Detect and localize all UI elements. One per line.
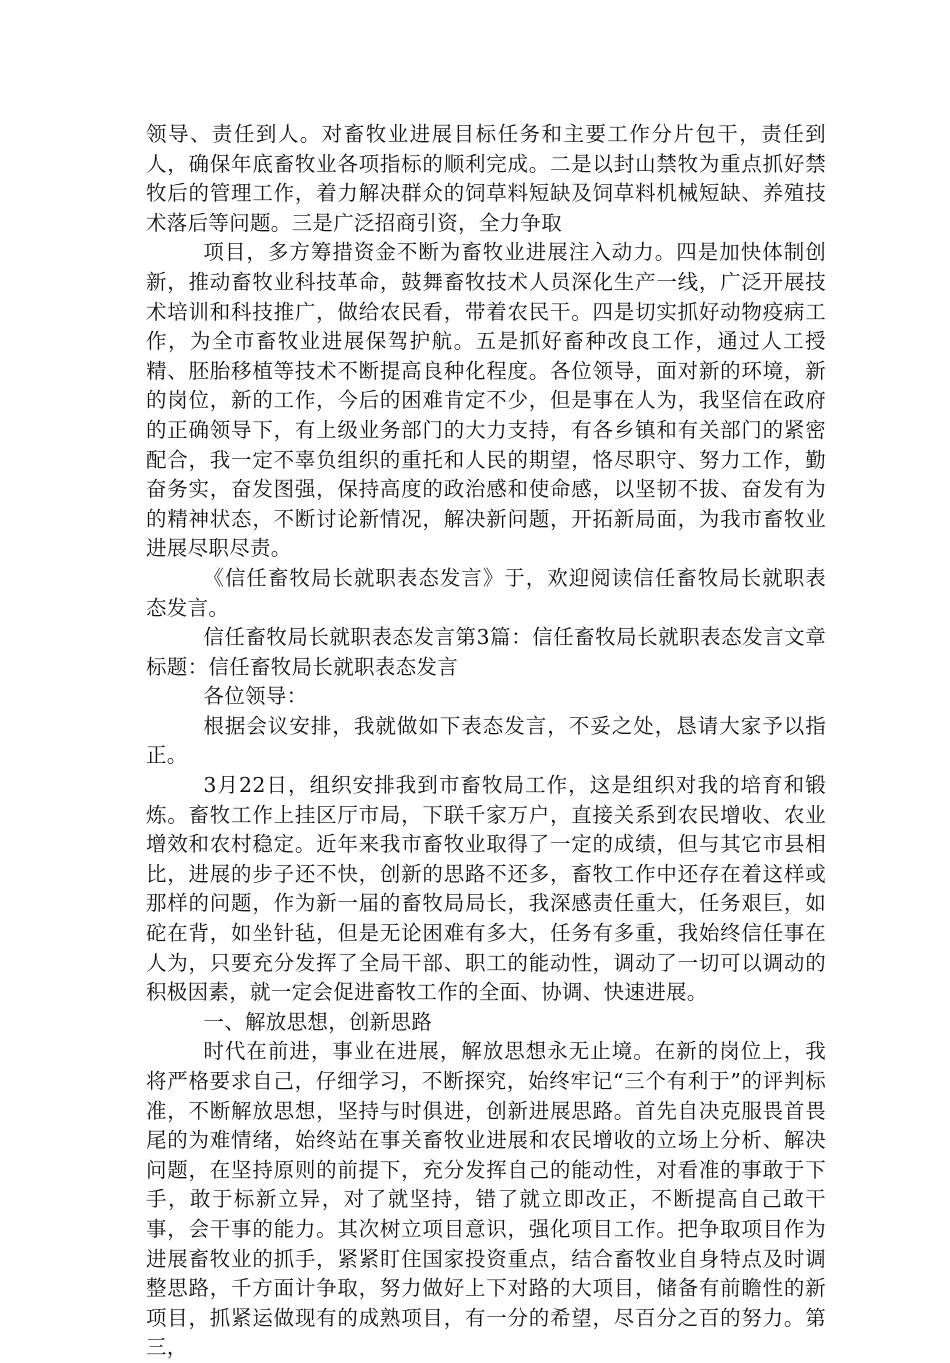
paragraph-3: 《信任畜牧局长就职表态发言》于，欢迎阅读信任畜牧局长就职表态发言。 <box>146 565 826 620</box>
paragraph-7: 3月22日，组织安排我到市畜牧局工作，这是组织对我的培育和锻炼。畜牧工作上挂区厅市局，下联千家万户，直接关系到农民增收、农业增效和农村稳定。近年来我市畜牧业取得了一定的成绩，但与其它市县相比，进展的步子还不快，创新的思路不还多，畜牧工作中还存在着这样或那样的问题，作为新一届的畜牧局局长，我深感责任重大，任务艰巨，如砣在背，如坐针毡，但是无论困难有多大，任务有多重，我始终信任事在人为，只要充分发挥了全局干部、职工的能动性，调动了一切可以调动的积极因素，就一定会促进畜牧工作的全面、协调、快速进展。 <box>146 773 826 1005</box>
section-heading: 一、解放思想，创新思路 <box>203 1009 433 1034</box>
paragraph-6: 根据会议安排，我就做如下表态发言，不妥之处，恳请大家予以指正。 <box>146 713 826 768</box>
paragraph-1: 领导、责任到人。对畜牧业进展目标任务和主要工作分片包干，责任到人，确保年底畜牧业各项指标的顺利完成。二是以封山禁牧为重点抓好禁牧后的管理工作，着力解决群众的饲草料短缺及饲草料机械短缺、养殖技术落后等问题。三是广泛招商引资，全力争取 <box>146 122 826 235</box>
paragraph-2: 项目，多方筹措资金不断为畜牧业进展注入动力。四是加快体制创新，推动畜牧业科技革命，鼓舞畜牧技术人员深化生产一线，广泛开展技术培训和科技推广，做给农民看，带着农民干。四是切实抓好动物疫病工作，为全市畜牧业进展保驾护航。五是抓好畜种改良工作，通过人工授精、胚胎移植等技术不断提高良种化程度。各位领导，面对新的环境，新的岗位，新的工作，今后的困难肯定不少，但是事在人为，我坚信在政府的正确领导下，有上级业务部门的大力支持，有各乡镇和有关部门的紧密配合，我一定不辜负组织的重托和人民的期望，恪尽职守、努力工作，勤奋务实，奋发图强，保持高度的政治感和使命感，以坚韧不拔、奋发有为的精神状态，不断讨论新情况，解决新问题，开拓新局面，为我市畜牧业进展尽职尽责。 <box>146 240 826 561</box>
paragraph-4: 信任畜牧局长就职表态发言第3篇：信任畜牧局长就职表态发言文章标题：信任畜牧局长就职表态发言 <box>146 625 826 679</box>
document-body <box>146 120 826 1363</box>
paragraph-5: 各位领导： <box>203 684 308 709</box>
paragraph-8: 时代在前进，事业在进展，解放思想永无止境。在新的岗位上，我将严格要求自己，仔细学习，不断探究，始终牢记“三个有利于”的评判标准，不断解放思想，坚持与时俱进，创新进展思路。首先自决克服畏首畏尾的为难情绪，始终站在事关畜牧业进展和农民增收的立场上分析、解决问题，在坚持原则的前提下，充分发挥自己的能动性，对看准的事敢于下手，敢于标新立异，对了就坚持，错了就立即改正，不断提高自己敢干事，会干事的能力。其次树立项目意识，强化项目工作。把争取项目作为进展畜牧业的抓手，紧紧盯住国家投资重点，结合畜牧业自身特点及时调整思路，千方面计争取，努力做好上下对路的大项目，储备有前瞻性的新项目，抓紧运做现有的成熟项目，有一分的希望，尽百分之百的努力。第三， <box>146 1039 826 1360</box>
